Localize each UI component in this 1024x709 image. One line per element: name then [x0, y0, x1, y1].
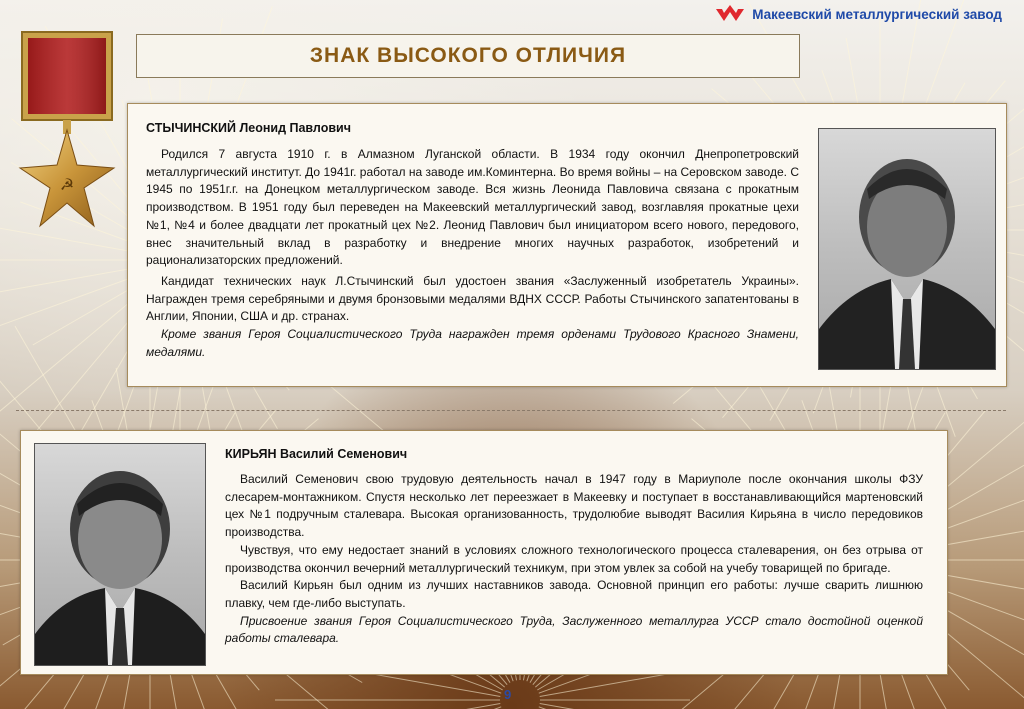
- person-bio: [225, 471, 923, 648]
- company-name: Макеевский металлургический завод: [752, 6, 1002, 22]
- person-card-stychinsky: [127, 103, 1007, 387]
- portrait-photo: [34, 443, 206, 666]
- person-name: КИРЬЯН Василий Семенович: [225, 447, 408, 461]
- page-title: ЗНАК ВЫСОКОГО ОТЛИЧИЯ: [309, 44, 627, 67]
- bio-paragraph: Родился 7 августа 1910 г. в Алмазном Луганской области. В 1934 году окончил Днепропетровский металлургический институт. До 1941г. работал на заводе им.Коминтерна. Во время войны – на Серовском заводе. С 1945 по 1951г.г. на Донецком металлургическом заводе. Вся жизнь Леонида Павловича связана с прокатным производством. В 1951 году был переведен на Макеевский металлургический завод, возглавляя прокатные цехи №1, №4 и более двадцати лет прокатный цех №2. Леонид Павлович был инициатором всего нового, передового, внес значительный вклад в разработку и внедрение многих научных разработок, изобретений и рационализаторских предложений.: [146, 147, 799, 268]
- company-logo[interactable]: [714, 3, 1002, 25]
- person-name: СТЫЧИНСКИЙ Леонид Павлович: [146, 121, 351, 135]
- page-number: 9: [504, 687, 512, 702]
- section-divider: [16, 410, 1006, 411]
- person-card-kiryan: [20, 430, 948, 675]
- sparkle-ray: [303, 703, 500, 709]
- bio-paragraph: Чувствуя, что ему недостает знаний в условиях сложного технологического процесса сталеварения, он без отрыва от производства окончил вечерний металлургический техникум, при этом увлек за собой на учебу товарищей по бригаде.: [225, 542, 923, 575]
- bio-paragraph: Василий Кирьян был одним из лучших наставников завода. Основной принцип его работы: лучше сварить лишнюю плавку, чем где-либо выступать.: [225, 578, 923, 610]
- awards-paragraph: Присвоение звания Героя Социалистического Труда, Заслуженного металлурга УССР стало достойной оценкой работы сталевара.: [225, 613, 923, 646]
- svg-text:☭: ☭: [59, 175, 75, 194]
- factory-logo-icon: [714, 3, 746, 25]
- bio-paragraph: Кандидат технических наук Л.Стычинский был удостоен звания «Заслуженный изобретатель Украины». Награжден тремя серебряными и двумя бронзовыми медалями ВДНХ СССР. Работы Стычинского запатентованы в Англии, Японии, США и др. странах.: [146, 273, 799, 324]
- awards-paragraph: Кроме звания Героя Социалистического Труда награжден тремя орденами Трудового Красного Знамени, медалями.: [146, 327, 799, 359]
- hero-star-medal-icon: [14, 30, 120, 230]
- portrait-photo: [818, 128, 996, 370]
- portrait-silhouette: [819, 129, 995, 369]
- bio-paragraph: Василий Семенович свою трудовую деятельность начал в 1947 году в Мариуполе после окончания школы ФЗУ слесарем-монтажником. Спустя несколько лет переезжает в Макеевку и поступает в восстанавливающийся мартеновский цех №1 подручным сталевара. Высокая организованность, трудолюбие выводят Василия Кирьяна в число передовиков производства.: [225, 472, 923, 540]
- page-title-bar: [136, 34, 800, 78]
- portrait-silhouette: [35, 444, 205, 665]
- person-bio: [146, 146, 799, 361]
